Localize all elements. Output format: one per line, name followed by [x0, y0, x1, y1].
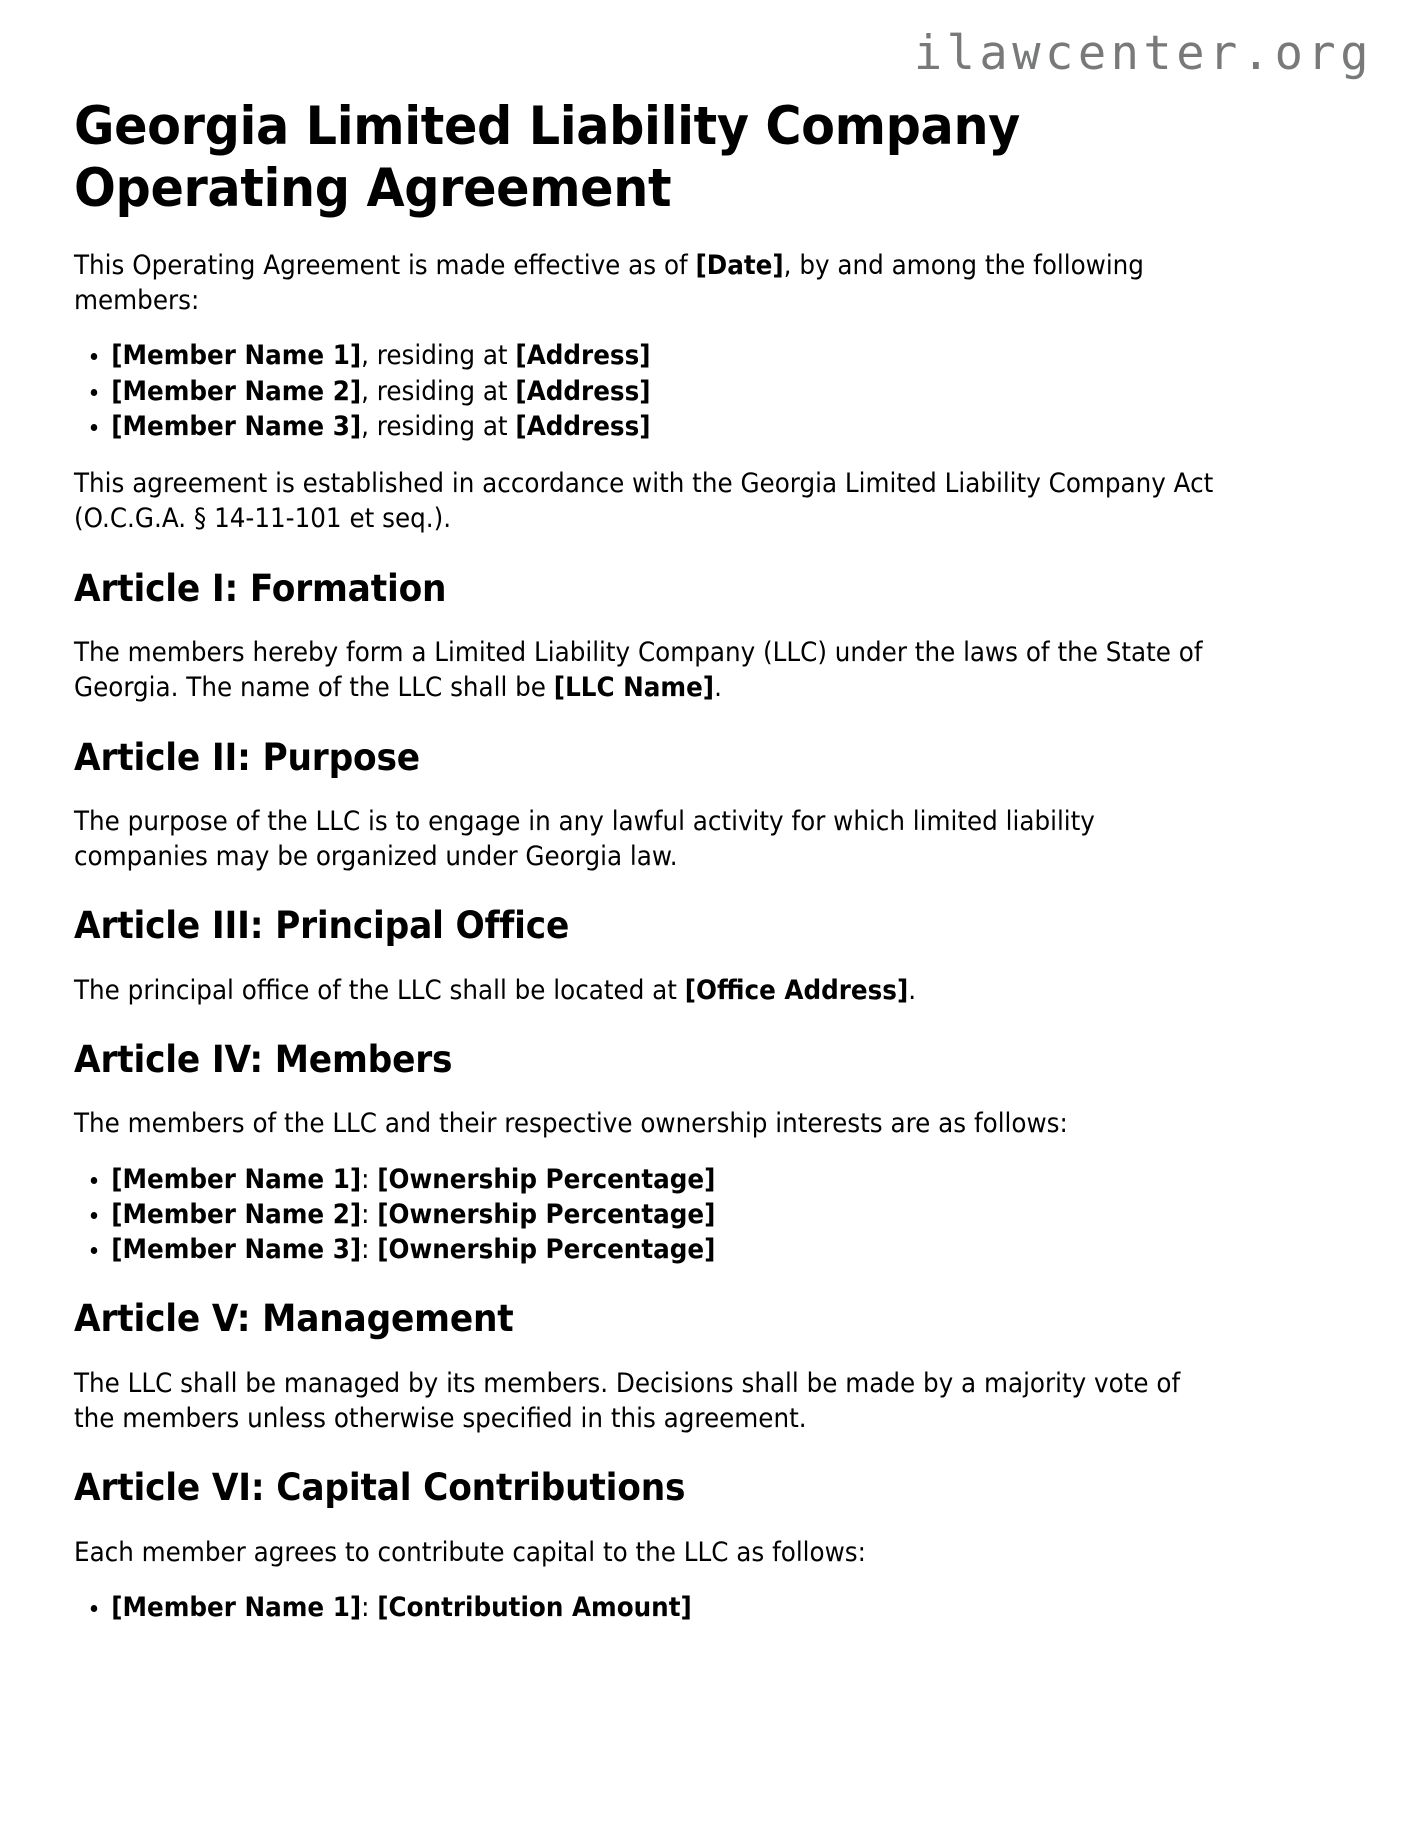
office-address-placeholder: [Office Address] — [684, 974, 909, 1006]
page-title-line-2: Operating Agreement — [74, 158, 672, 219]
list-item — [74, 1162, 1218, 1197]
article-vi-body: Each member agrees to contribute capital to the LLC as follows: — [74, 1536, 866, 1568]
member-name: [Member Name 2] — [111, 375, 362, 407]
member-separator: , residing at — [361, 375, 516, 407]
date-placeholder: [Date] — [695, 250, 784, 281]
page-title — [74, 96, 1218, 220]
member-separator: , residing at — [361, 340, 516, 372]
article-i-body-part-2: . — [714, 672, 722, 704]
member-address: [Address] — [515, 340, 651, 372]
accordance-paragraph: This agreement is established in accordance with the Georgia Limited Liability Company Act (O.C.G.A. § 14-11-101 et seq.). — [74, 468, 1214, 535]
article-iii-body — [74, 973, 1218, 1008]
heading-article-v: Article V: Management — [74, 1297, 514, 1341]
article-iii-body-part-1: The principal office of the LLC shall be located at — [74, 974, 685, 1006]
member-name: [Member Name 1] — [111, 1163, 362, 1195]
list-item — [74, 1232, 1218, 1267]
document-content — [74, 96, 1304, 1625]
heading-article-ii: Article II: Purpose — [74, 735, 420, 779]
article-iv-body: The members of the LLC and their respective ownership interests are as follows: — [74, 1108, 1068, 1140]
member-address: [Address] — [515, 375, 651, 407]
list-item — [74, 338, 1218, 373]
member-address: [Address] — [515, 410, 651, 442]
list-item — [74, 1590, 1218, 1625]
heading-article-vi: Article VI: Capital Contributions — [74, 1466, 686, 1510]
article-iii-body-part-2: . — [908, 974, 917, 1006]
contribution-list — [74, 1590, 1304, 1625]
ownership-list — [74, 1162, 1304, 1268]
article-v-body: The LLC shall be managed by its members. Decisions shall be made by a majority vote of the members unless otherwise specified in this agreement. — [74, 1367, 1181, 1434]
contribution-separator: : — [361, 1591, 378, 1623]
ownership-separator: : — [361, 1234, 378, 1266]
contribution-amount: [Contribution Amount] — [377, 1591, 692, 1623]
list-item — [74, 374, 1218, 409]
article-ii-body: The purpose of the LLC is to engage in any lawful activity for which limited liability companies may be organized under Georgia law. — [74, 805, 1095, 873]
article-i-body-part-1: The members hereby form a Limited Liability Company (LLC) under the laws of the State of Georgia. The name of the LLC shall be — [74, 637, 1203, 704]
article-i-body — [74, 635, 1218, 705]
member-address-list — [74, 338, 1304, 444]
intro-text-part-2: , by and among the following members: — [74, 250, 1144, 317]
heading-article-iii: Article III: Principal Office — [74, 904, 570, 948]
heading-article-i: Article I: Formation — [74, 566, 447, 610]
list-item — [74, 1197, 1218, 1232]
member-name: [Member Name 3] — [111, 410, 362, 442]
ownership-percentage: [Ownership Percentage] — [377, 1198, 716, 1230]
member-name: [Member Name 2] — [111, 1198, 362, 1230]
page-title-line-1: Georgia Limited Liability Company — [74, 96, 1020, 157]
ownership-separator: : — [361, 1163, 378, 1195]
list-item — [74, 409, 1218, 444]
ownership-separator: : — [361, 1198, 378, 1230]
member-name: [Member Name 1] — [111, 1591, 362, 1623]
ownership-percentage: [Ownership Percentage] — [377, 1163, 716, 1195]
member-name: [Member Name 1] — [111, 340, 362, 372]
site-watermark: ilawcenter.org — [913, 26, 1373, 81]
ownership-percentage: [Ownership Percentage] — [377, 1234, 716, 1266]
member-separator: , residing at — [361, 410, 516, 442]
intro-paragraph — [74, 248, 1218, 318]
heading-article-iv: Article IV: Members — [74, 1037, 453, 1081]
member-name: [Member Name 3] — [111, 1234, 362, 1266]
intro-text-part-1: This Operating Agreement is made effective as of — [74, 250, 696, 281]
llc-name-placeholder: [LLC Name] — [553, 672, 715, 704]
